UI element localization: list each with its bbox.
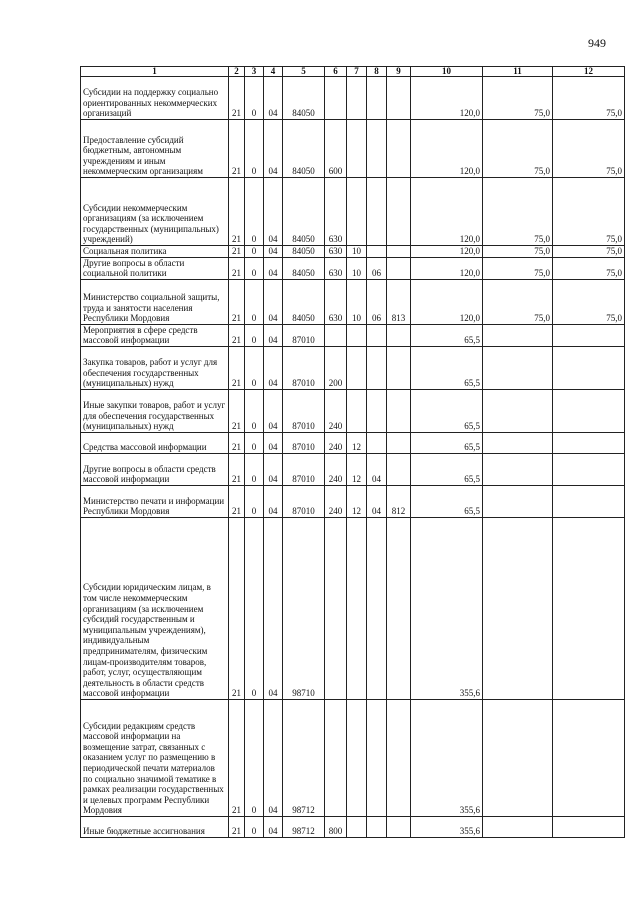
- column-header-8: 8: [367, 67, 387, 77]
- row-label-cell: Предоставление субсидий бюджетным, автономным учреждениям и иным некоммерческим организациям: [81, 120, 229, 178]
- table-cell: 04: [264, 279, 283, 324]
- row-label-cell: Средства массовой информации: [81, 432, 229, 453]
- table-cell: 21: [229, 346, 245, 389]
- table-row: [81, 178, 625, 246]
- table-cell: 21: [229, 324, 245, 346]
- table-cell: 630: [325, 246, 347, 258]
- table-row: [81, 346, 625, 389]
- table-cell: 21: [229, 699, 245, 816]
- table-cell: 75,0: [483, 279, 553, 324]
- table-cell: [325, 324, 347, 346]
- table-cell: [483, 389, 553, 432]
- table-cell: 10: [347, 257, 367, 279]
- row-label-cell: Министерство печати и информации Республики Мордовия: [81, 485, 229, 517]
- table-cell: [387, 257, 411, 279]
- table-cell: [325, 77, 347, 120]
- table-cell: 0: [245, 246, 264, 258]
- table-cell: [347, 178, 367, 246]
- table-cell: 355,6: [411, 517, 483, 699]
- column-header-9: 9: [387, 67, 411, 77]
- table-row: [81, 389, 625, 432]
- row-label-cell: Закупка товаров, работ и услуг для обеспечения государственных (муниципальных) нужд: [81, 346, 229, 389]
- table-cell: [483, 485, 553, 517]
- table-cell: 04: [264, 816, 283, 837]
- table-cell: 75,0: [553, 279, 625, 324]
- table-cell: 04: [264, 389, 283, 432]
- header-row: [81, 67, 625, 77]
- table-cell: 0: [245, 257, 264, 279]
- table-cell: 240: [325, 432, 347, 453]
- table-cell: 355,6: [411, 816, 483, 837]
- table-cell: 75,0: [483, 246, 553, 258]
- column-header-10: 10: [411, 67, 483, 77]
- table-cell: 75,0: [553, 246, 625, 258]
- table-cell: [553, 816, 625, 837]
- table-cell: [347, 389, 367, 432]
- table-cell: 21: [229, 389, 245, 432]
- row-label-cell: Иные закупки товаров, работ и услуг для обеспечения государственных (муниципальных) нужд: [81, 389, 229, 432]
- table-cell: 04: [264, 432, 283, 453]
- table-cell: [347, 324, 367, 346]
- table-cell: 200: [325, 346, 347, 389]
- table-cell: [553, 346, 625, 389]
- table-cell: 87010: [283, 324, 325, 346]
- table-cell: [325, 699, 347, 816]
- table-cell: [367, 699, 387, 816]
- table-cell: 0: [245, 389, 264, 432]
- table-cell: 0: [245, 77, 264, 120]
- table-cell: 21: [229, 77, 245, 120]
- table-cell: 630: [325, 257, 347, 279]
- table-cell: 87010: [283, 346, 325, 389]
- table-cell: 04: [264, 324, 283, 346]
- table-cell: 10: [347, 246, 367, 258]
- table-cell: 0: [245, 699, 264, 816]
- table-row: [81, 77, 625, 120]
- column-header-3: 3: [245, 67, 264, 77]
- table-cell: 0: [245, 453, 264, 485]
- table-cell: [347, 77, 367, 120]
- table-cell: 240: [325, 453, 347, 485]
- table-cell: 65,5: [411, 324, 483, 346]
- table-cell: 800: [325, 816, 347, 837]
- table-cell: 630: [325, 178, 347, 246]
- table-cell: 0: [245, 279, 264, 324]
- table-cell: 04: [264, 77, 283, 120]
- table-cell: [387, 699, 411, 816]
- table-cell: 21: [229, 432, 245, 453]
- table-cell: [325, 517, 347, 699]
- table-cell: 240: [325, 485, 347, 517]
- table-cell: 04: [264, 346, 283, 389]
- table-cell: 120,0: [411, 77, 483, 120]
- table-cell: 0: [245, 816, 264, 837]
- table-cell: 04: [264, 699, 283, 816]
- table-cell: 120,0: [411, 178, 483, 246]
- table-cell: 04: [264, 246, 283, 258]
- table-cell: 65,5: [411, 389, 483, 432]
- table-cell: [387, 324, 411, 346]
- column-header-2: 2: [229, 67, 245, 77]
- table-cell: 65,5: [411, 485, 483, 517]
- table-cell: 75,0: [483, 257, 553, 279]
- table-cell: [347, 346, 367, 389]
- table-cell: 87010: [283, 453, 325, 485]
- table-cell: 04: [264, 178, 283, 246]
- row-label-cell: Субсидии на поддержку социально ориентированных некоммерческих организаций: [81, 77, 229, 120]
- table-cell: [367, 246, 387, 258]
- table-cell: 12: [347, 485, 367, 517]
- column-header-11: 11: [483, 67, 553, 77]
- table-cell: 12: [347, 453, 367, 485]
- table-row: [81, 485, 625, 517]
- table-cell: [367, 517, 387, 699]
- table-cell: 98710: [283, 517, 325, 699]
- table-cell: 87010: [283, 485, 325, 517]
- table-cell: 21: [229, 485, 245, 517]
- table-cell: [387, 432, 411, 453]
- table-cell: 240: [325, 389, 347, 432]
- column-header-1: 1: [81, 67, 229, 77]
- table-cell: 84050: [283, 77, 325, 120]
- table-cell: 0: [245, 517, 264, 699]
- table-cell: 75,0: [483, 120, 553, 178]
- table-row: [81, 453, 625, 485]
- table-cell: [367, 816, 387, 837]
- table-cell: [483, 816, 553, 837]
- table-cell: 813: [387, 279, 411, 324]
- table-cell: 21: [229, 517, 245, 699]
- table-cell: [387, 389, 411, 432]
- table-cell: [387, 178, 411, 246]
- table-cell: [387, 77, 411, 120]
- table-cell: 84050: [283, 178, 325, 246]
- table-row: [81, 257, 625, 279]
- table-cell: [347, 816, 367, 837]
- row-label-cell: Социальная политика: [81, 246, 229, 258]
- table-body: [81, 77, 625, 838]
- table-cell: 0: [245, 432, 264, 453]
- table-row: [81, 699, 625, 816]
- table-cell: 75,0: [553, 77, 625, 120]
- table-cell: 600: [325, 120, 347, 178]
- row-label-cell: Министерство социальной защиты, труда и занятости населения Республики Мордовия: [81, 279, 229, 324]
- table-cell: 0: [245, 485, 264, 517]
- table-cell: 21: [229, 816, 245, 837]
- table-cell: 75,0: [553, 257, 625, 279]
- table-cell: [387, 246, 411, 258]
- table-cell: 21: [229, 120, 245, 178]
- table-cell: [553, 389, 625, 432]
- row-label-cell: Иные бюджетные ассигнования: [81, 816, 229, 837]
- table-row: [81, 324, 625, 346]
- table-cell: 120,0: [411, 246, 483, 258]
- table-row: [81, 816, 625, 837]
- table-row: [81, 120, 625, 178]
- table-cell: 04: [264, 120, 283, 178]
- table-cell: [483, 432, 553, 453]
- table-cell: 630: [325, 279, 347, 324]
- row-label-cell: Субсидии редакциям средств массовой информации на возмещение затрат, связанных с оказанием услуг по размещению в периодической печати материалов по социально значимой тематике в рамках реализации государственных и целевых программ Республики Мордовия: [81, 699, 229, 816]
- column-header-5: 5: [283, 67, 325, 77]
- table-row: [81, 279, 625, 324]
- table-cell: 04: [264, 517, 283, 699]
- table-cell: 65,5: [411, 453, 483, 485]
- table-cell: 65,5: [411, 346, 483, 389]
- column-header-12: 12: [553, 67, 625, 77]
- table-cell: [553, 517, 625, 699]
- table-cell: [367, 178, 387, 246]
- table-cell: [347, 120, 367, 178]
- table-cell: 75,0: [483, 178, 553, 246]
- table-row: [81, 246, 625, 258]
- table-cell: [387, 517, 411, 699]
- table-cell: 06: [367, 279, 387, 324]
- table-cell: [483, 699, 553, 816]
- table-cell: [387, 816, 411, 837]
- table-row: [81, 432, 625, 453]
- table-cell: [387, 453, 411, 485]
- table-cell: [367, 120, 387, 178]
- column-header-6: 6: [325, 67, 347, 77]
- row-label-cell: Субсидии юридическим лицам, в том числе некоммерческим организациям (за исключением субсидий государственным и муниципальным учреждениям), индивидуальным предпринимателям, физическим лицам-производителям товаров, работ, услуг, осуществляющим деятельность в области средств массовой информации: [81, 517, 229, 699]
- page-number: 949: [588, 36, 606, 50]
- table-cell: [483, 346, 553, 389]
- table-cell: [367, 77, 387, 120]
- table-row: [81, 517, 625, 699]
- table-cell: 75,0: [553, 120, 625, 178]
- table-cell: [553, 453, 625, 485]
- row-label-cell: Мероприятия в сфере средств массовой информации: [81, 324, 229, 346]
- table-cell: 84050: [283, 120, 325, 178]
- row-label-cell: Другие вопросы в области средств массовой информации: [81, 453, 229, 485]
- table-cell: 21: [229, 178, 245, 246]
- table-cell: 04: [367, 453, 387, 485]
- table-cell: 87010: [283, 432, 325, 453]
- table-cell: [553, 432, 625, 453]
- table-cell: 04: [264, 485, 283, 517]
- table-cell: [367, 389, 387, 432]
- table-cell: [553, 699, 625, 816]
- table-cell: [483, 453, 553, 485]
- row-label-cell: Субсидии некоммерческим организациям (за исключением государственных (муниципальных) учреждений): [81, 178, 229, 246]
- table-cell: 355,6: [411, 699, 483, 816]
- table-cell: 98712: [283, 699, 325, 816]
- table-cell: 10: [347, 279, 367, 324]
- table-cell: 0: [245, 120, 264, 178]
- table-cell: [367, 432, 387, 453]
- table-cell: 120,0: [411, 279, 483, 324]
- table-cell: 65,5: [411, 432, 483, 453]
- table-cell: 0: [245, 178, 264, 246]
- table-cell: 87010: [283, 389, 325, 432]
- column-header-7: 7: [347, 67, 367, 77]
- row-label-cell: Другие вопросы в области социальной политики: [81, 257, 229, 279]
- table-cell: [483, 517, 553, 699]
- table-cell: 120,0: [411, 120, 483, 178]
- table-cell: [387, 120, 411, 178]
- table-cell: 75,0: [483, 77, 553, 120]
- table-cell: 84050: [283, 279, 325, 324]
- column-header-4: 4: [264, 67, 283, 77]
- table-cell: 120,0: [411, 257, 483, 279]
- table-cell: 84050: [283, 257, 325, 279]
- table-cell: [347, 517, 367, 699]
- table-cell: 21: [229, 246, 245, 258]
- budget-table: [80, 66, 625, 838]
- table-cell: 0: [245, 324, 264, 346]
- table-cell: 06: [367, 257, 387, 279]
- table-cell: [553, 485, 625, 517]
- table-cell: 04: [367, 485, 387, 517]
- table-cell: [483, 324, 553, 346]
- table-cell: 84050: [283, 246, 325, 258]
- table-cell: 04: [264, 453, 283, 485]
- table-cell: 0: [245, 346, 264, 389]
- table-cell: [553, 324, 625, 346]
- table-cell: 12: [347, 432, 367, 453]
- table-cell: [387, 346, 411, 389]
- table-cell: 75,0: [553, 178, 625, 246]
- table-cell: 21: [229, 257, 245, 279]
- table-cell: [367, 324, 387, 346]
- table-cell: 04: [264, 257, 283, 279]
- table-cell: [347, 699, 367, 816]
- table-cell: 21: [229, 453, 245, 485]
- table-cell: 21: [229, 279, 245, 324]
- table-cell: 98712: [283, 816, 325, 837]
- table-cell: [367, 346, 387, 389]
- table-cell: 812: [387, 485, 411, 517]
